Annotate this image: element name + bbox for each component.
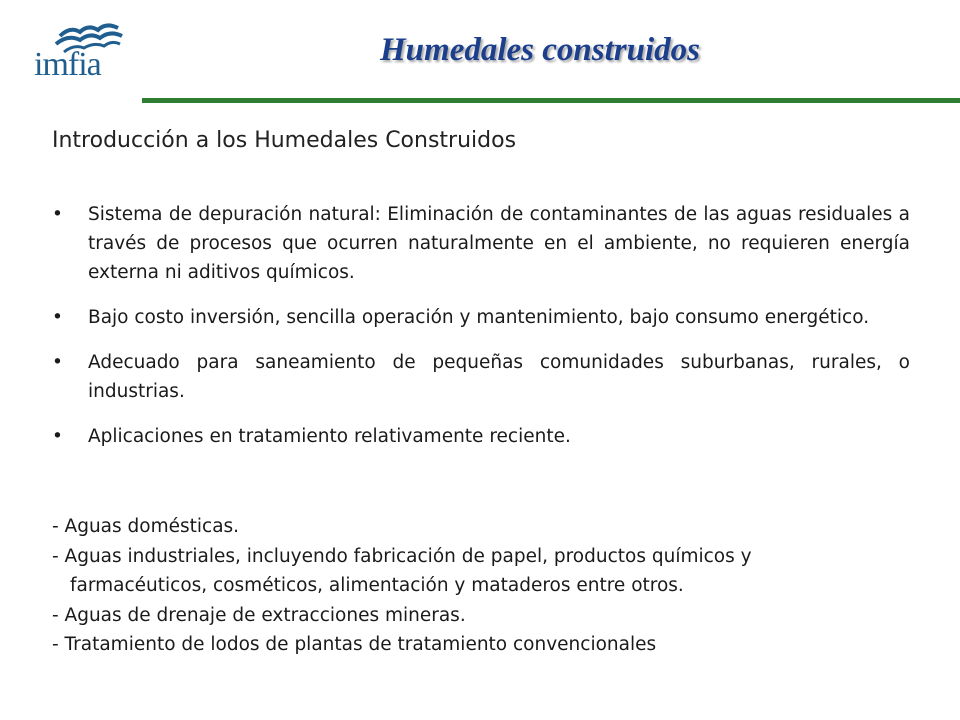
section-subtitle: Introducción a los Humedales Construidos (52, 128, 517, 153)
slide-title: Humedales construidos (380, 32, 700, 68)
application-item: - Aguas de drenaje de extracciones mineras. (52, 604, 466, 626)
bullet-icon: • (52, 204, 63, 225)
bullet-text: Bajo costo inversión, sencilla operación y mantenimiento, bajo consumo energético. (88, 307, 870, 328)
imfia-logo (30, 14, 140, 86)
applications-list (52, 512, 922, 660)
bullet-text: Aplicaciones en tratamiento relativamente reciente. (88, 426, 571, 447)
bullet-item (52, 303, 910, 332)
application-item: - Aguas domésticas. (52, 516, 240, 537)
title-divider (142, 98, 960, 103)
application-item: - Aguas industriales, incluyendo fabricación de papel, productos químicos y (52, 545, 752, 567)
bullet-icon: • (52, 426, 63, 447)
bullet-item (52, 348, 910, 406)
bullet-item (52, 200, 910, 287)
bullet-text: Sistema de depuración natural: Eliminación de contaminantes de las aguas residuales a través de procesos que ocurren naturalmente en el ambiente, no requieren energía externa ni aditivos químicos. (88, 204, 910, 283)
bullet-icon: • (52, 352, 63, 373)
application-item: - Tratamiento de lodos de plantas de tratamiento convencionales (52, 634, 657, 655)
bullet-item (52, 422, 910, 451)
bullet-icon: • (52, 307, 63, 328)
application-item-continuation: farmacéuticos, cosméticos, alimentación y mataderos entre otros. (70, 575, 684, 596)
logo-text: imfia (34, 46, 101, 83)
bullet-text: Adecuado para saneamiento de pequeñas comunidades suburbanas, rurales, o industrias. (88, 352, 910, 402)
bullet-list (52, 200, 910, 467)
